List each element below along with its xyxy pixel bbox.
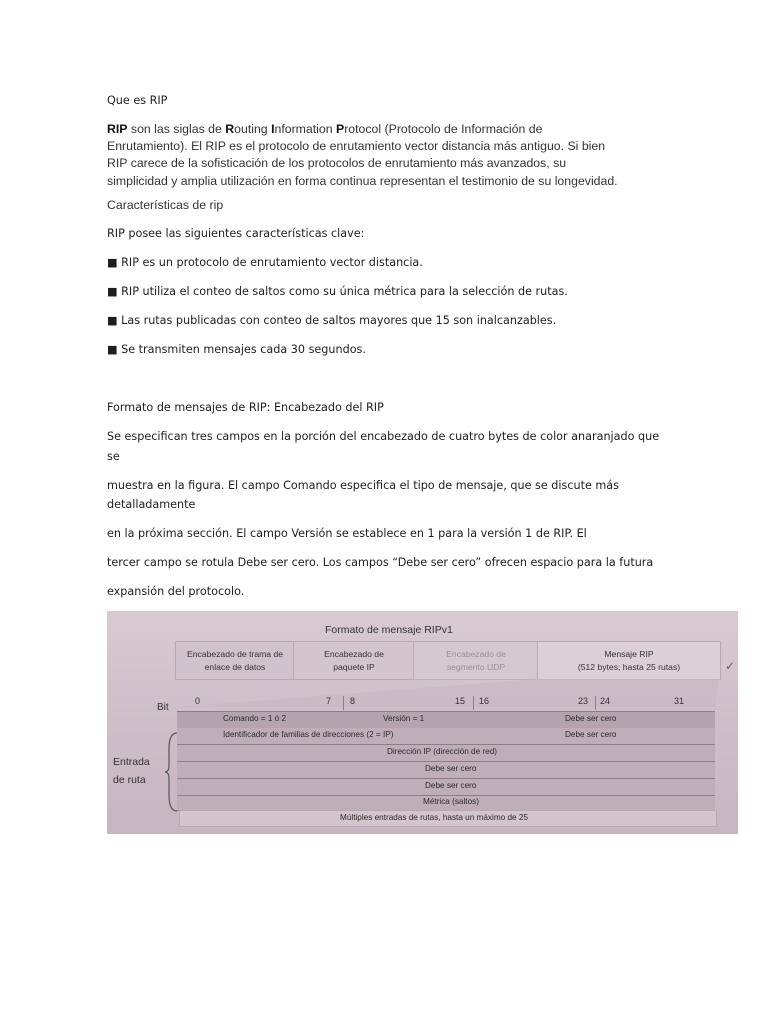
header-udp-box: Encabezado de segmento UDP bbox=[413, 641, 539, 680]
field-ip: Dirección IP (dirección de red) bbox=[387, 747, 497, 756]
bit-tick bbox=[595, 696, 596, 710]
bit-number: 16 bbox=[479, 696, 490, 706]
field-metrica: Métrica (saltos) bbox=[423, 797, 479, 806]
heading-que-es-rip: Que es RIP bbox=[107, 94, 168, 107]
body-line: detalladamente bbox=[107, 498, 196, 511]
paragraph-line-3: RIP carece de la sofisticación de los protocolos de enrutamiento más avanzados, su bbox=[107, 156, 567, 171]
field-row-header bbox=[177, 711, 715, 729]
multiple-entries-row: Múltiples entradas de rutas, hasta un máximo de 25 bbox=[179, 810, 717, 827]
heading-caracteristicas: Características de rip bbox=[107, 198, 224, 212]
entrada-de-ruta-label: Entrada de ruta bbox=[113, 756, 150, 786]
body-line: expansión del protocolo. bbox=[107, 585, 245, 598]
heading-formato: Formato de mensajes de RIP: Encabezado del RIP bbox=[107, 401, 384, 414]
figure-title: Formato de mensaje RIPv1 bbox=[325, 624, 453, 636]
field-debe-ser-cero: Debe ser cero bbox=[425, 781, 477, 790]
check-mark-icon: ✓ bbox=[725, 659, 736, 673]
body-line: en la próxima sección. El campo Versión se establece en 1 para la versión 1 de RIP. El bbox=[107, 527, 587, 540]
paragraph-line-1: RIP son las siglas de Routing Information Protocol (Protocolo de Información de bbox=[107, 122, 543, 136]
body-line: muestra en la figura. El campo Comando especifica el tipo de mensaje, que se discute más bbox=[107, 479, 619, 492]
bit-number: 24 bbox=[600, 696, 611, 706]
body-line: tercer campo se rotula Debe ser cero. Los campos “Debe ser cero” ofrecen espacio para la futura bbox=[107, 556, 654, 569]
features-intro: RIP posee las siguientes características clave: bbox=[107, 227, 365, 240]
field-row-cero-2 bbox=[177, 779, 715, 796]
rip-message-format-figure bbox=[107, 611, 738, 834]
field-row-familia bbox=[177, 728, 715, 745]
body-line: se bbox=[107, 450, 120, 463]
paragraph-line-2: Enrutamiento). El RIP es el protocolo de enrutamiento vector distancia más antiguo. Si bien bbox=[107, 139, 606, 154]
bit-tick bbox=[473, 696, 474, 710]
body-line: Se especifican tres campos en la porción del encabezado de cuatro bytes de color anaranjado que bbox=[107, 430, 660, 443]
bit-number: 0 bbox=[195, 696, 201, 706]
bit-label: Bit bbox=[157, 702, 169, 713]
header-ip-box: Encabezado de paquete IP bbox=[293, 641, 415, 680]
header-rip-message-box: Mensaje RIP (512 bytes; hasta 25 rutas) bbox=[537, 641, 721, 680]
bit-number: 15 bbox=[455, 696, 466, 706]
bit-number: 31 bbox=[674, 696, 685, 706]
bit-number: 7 bbox=[326, 696, 332, 706]
field-familia: Identificador de familias de direcciones (2 = IP) bbox=[223, 730, 394, 739]
paragraph-rip-definition bbox=[107, 121, 667, 190]
header-frame-box: Encabezado de trama de enlace de datos bbox=[175, 641, 295, 680]
feature-item: ■ Las rutas publicadas con conteo de saltos mayores que 15 son inalcanzables. bbox=[107, 314, 557, 327]
field-comando: Comando = 1 ó 2 bbox=[223, 714, 287, 723]
field-debe-ser-cero: Debe ser cero bbox=[565, 730, 617, 739]
feature-item: ■ Se transmiten mensajes cada 30 segundos. bbox=[107, 343, 366, 356]
field-row-ip bbox=[177, 745, 715, 762]
brace-icon bbox=[165, 731, 181, 813]
field-row-metrica bbox=[177, 796, 715, 811]
feature-item: ■ RIP es un protocolo de enrutamiento vector distancia. bbox=[107, 256, 423, 269]
feature-item: ■ RIP utiliza el conteo de saltos como su única métrica para la selección de rutas. bbox=[107, 285, 568, 298]
paragraph-line-4: simplicidad y amplia utilización en forma continua representan el testimonio de su longevidad. bbox=[107, 173, 618, 188]
bit-number: 23 bbox=[578, 696, 589, 706]
field-debe-ser-cero: Debe ser cero bbox=[565, 714, 617, 723]
field-version: Versión = 1 bbox=[383, 714, 425, 723]
field-debe-ser-cero: Debe ser cero bbox=[425, 764, 477, 773]
bit-tick bbox=[343, 696, 344, 710]
field-row-cero-1 bbox=[177, 762, 715, 779]
bit-number: 8 bbox=[350, 696, 356, 706]
